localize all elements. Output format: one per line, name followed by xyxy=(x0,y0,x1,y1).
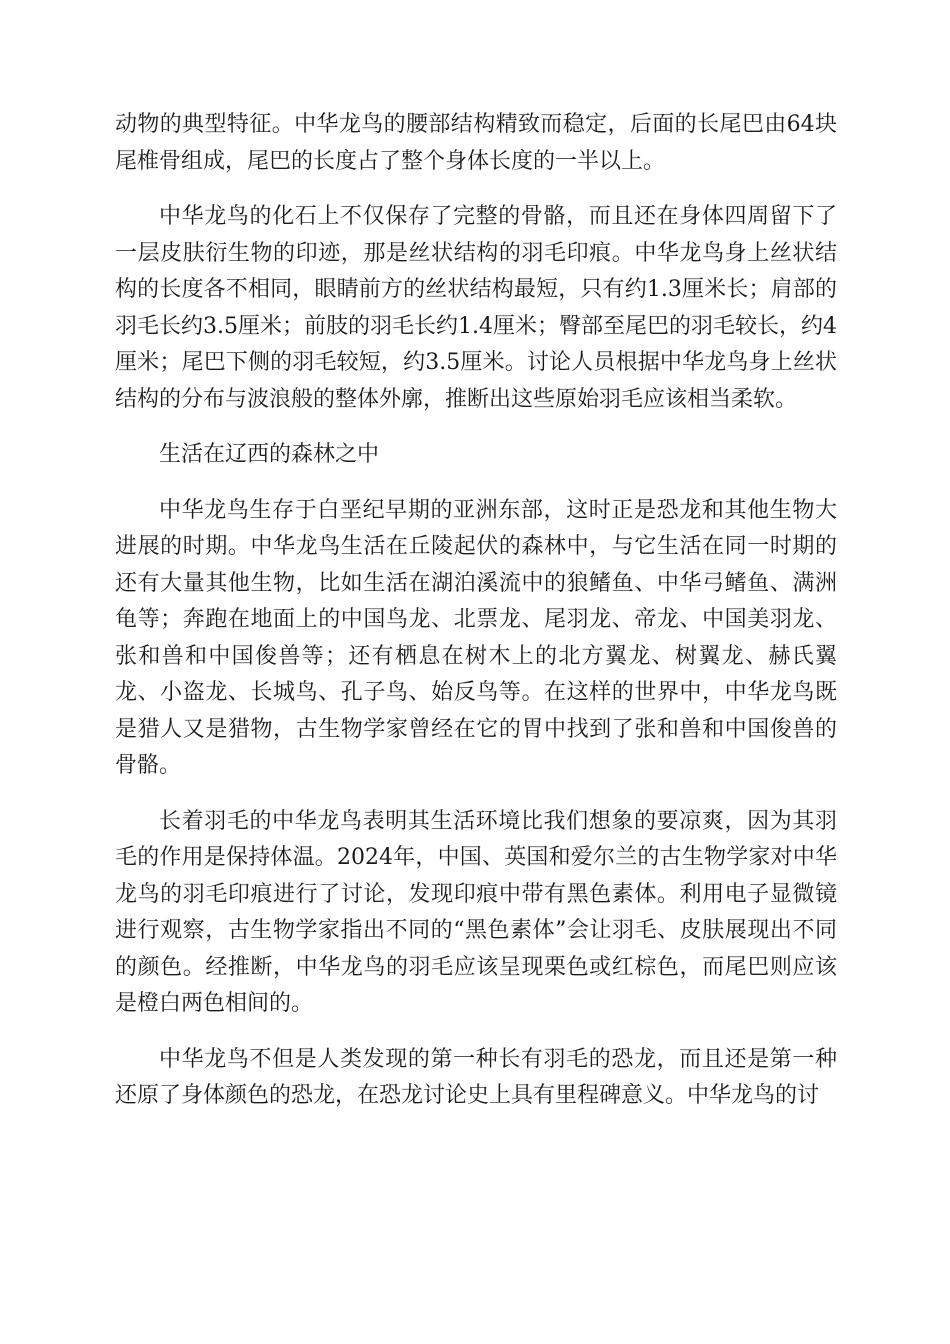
section-heading: 生活在辽西的森林之中 xyxy=(159,442,380,467)
paragraph-significance: 中华龙鸟不但是人类发现的第一种长有羽毛的恐龙，而且还是第一种还原了身体颜色的恐龙，在恐龙讨论史上具有里程碑意义。中华龙鸟的讨 xyxy=(115,1046,837,1108)
document-page xyxy=(115,107,837,1134)
paragraph-continued: 动物的典型特征。中华龙鸟的腰部结构精致而稳定，后面的长尾巴由64块尾椎骨组成，尾巴的长度占了整个身体长度的一半以上。 xyxy=(115,112,837,174)
paragraph-habitat: 中华龙鸟生存于白垩纪早期的亚洲东部，这时正是恐龙和其他生物大进展的时期。中华龙鸟生活在丘陵起伏的森林中，与它生活在同一时期的还有大量其他生物，比如生活在湖泊溪流中的狼鳍鱼、中华弓鳍鱼、满洲龟等；奔跑在地面上的中国鸟龙、北票龙、尾羽龙、帝龙、中国美羽龙、张和兽和中国俊兽等；还有栖息在树木上的北方翼龙、树翼龙、赫氏翼龙、小盗龙、长城鸟、孔子鸟、始反鸟等。在这样的世界中，中华龙鸟既是猎人又是猎物，古生物学家曾经在它的胃中找到了张和兽和中国俊兽的骨骼。 xyxy=(115,497,837,778)
paragraph-fossil-feathers: 中华龙鸟的化石上不仅保存了完整的骨骼，而且还在身体四周留下了一层皮肤衍生物的印迹，那是丝状结构的羽毛印痕。中华龙鸟身上丝状结构的长度各不相同，眼睛前方的丝状结构最短，只有约1.3厘米长；肩部的羽毛长约3.5厘米；前肢的羽毛长约1.4厘米；臀部至尾巴的羽毛较长，约4厘米；尾巴下侧的羽毛较短，约3.5厘米。讨论人员根据中华龙鸟身上丝状结构的分布与波浪般的整体外廓，推断出这些原始羽毛应该相当柔软。 xyxy=(115,204,837,412)
paragraph-feather-color: 长着羽毛的中华龙鸟表明其生活环境比我们想象的要凉爽，因为其羽毛的作用是保持体温。2024年，中国、英国和爱尔兰的古生物学家对中华龙鸟的羽毛印痕进行了讨论，发现印痕中带有黑色素体。利用电子显微镜进行观察，古生物学家指出不同的“黑色素体”会让羽毛、皮肤展现出不同的颜色。经推断，中华龙鸟的羽毛应该呈现栗色或红棕色，而尾巴则应该是橙白两色相间的。 xyxy=(115,808,837,1016)
